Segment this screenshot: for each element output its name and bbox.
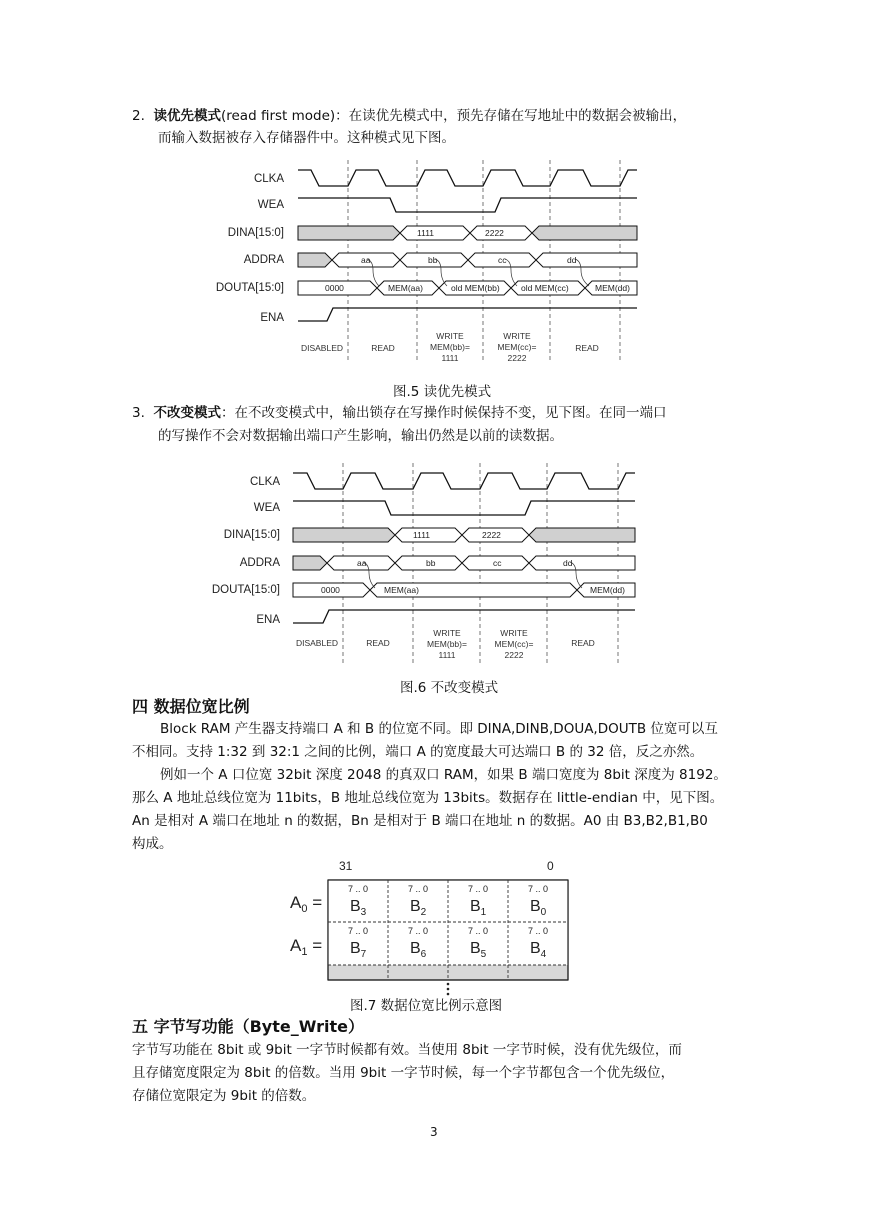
para5-line: 且存储宽度限定为 8bit 的倍数。当用 9bit 一字节时候，每一个字节都包含一个优先级位， — [132, 1065, 675, 1081]
heading-byte-write: 五 字节写功能（Byte_Write） — [132, 1017, 364, 1036]
para4-line: 那么 A 地址总线位宽为 11bits，B 地址总线位宽为 13bits。数据存在 little-endian 中，见下图。 — [132, 790, 724, 806]
addra-value: aa — [357, 558, 367, 568]
douta-value: 0000 — [325, 283, 344, 293]
byte-label: $B_3$ — [350, 898, 367, 918]
section2-line1 — [132, 106, 686, 126]
dina-bus — [293, 528, 635, 542]
signal-label-ena: ENA — [260, 312, 284, 324]
bit-range-label: 7 .. 0 — [527, 926, 549, 936]
signal-label-wea: WEA — [257, 199, 284, 211]
dina-value: 2222 — [485, 228, 504, 238]
bit-range-label: 7 .. 0 — [407, 926, 429, 936]
signal-label-clka: CLKA — [249, 476, 280, 488]
signal-label-dina: DINA[15:0] — [227, 227, 284, 239]
byte-label: $B_5$ — [470, 940, 487, 960]
phase-write: MEM(bb)= — [430, 342, 470, 352]
wea-waveform — [298, 198, 637, 212]
msb-label: 31 — [339, 859, 353, 873]
figure6-caption: 图.6 不改变模式 — [400, 680, 499, 696]
addra-value: cc — [498, 255, 507, 265]
douta-value: 0000 — [321, 585, 340, 595]
section2-term: 读优先模式 — [153, 108, 221, 124]
signal-label-dina: DINA[15:0] — [223, 529, 280, 541]
douta-value: MEM(dd) — [595, 283, 630, 293]
addra-bus — [298, 253, 637, 267]
signal-label-clka: CLKA — [253, 173, 284, 185]
para4-line: 例如一个 A 口位宽 32bit 深度 2048 的真双口 RAM，如果 B 端口宽度为 8bit 深度为 8192。 — [160, 767, 727, 783]
section2-line1-rest: (read first mode)：在读优先模式中，预先存储在写地址中的数据会被输出， — [220, 108, 687, 124]
phase-write: WRITE — [436, 331, 464, 341]
phase-write: 2222 — [507, 353, 527, 363]
phase-write: MEM(bb)= — [427, 639, 467, 649]
wea-waveform — [293, 501, 635, 515]
signal-label-addra: ADDRA — [243, 254, 284, 266]
para4-line: 构成。 — [132, 836, 173, 852]
dina-value: 1111 — [413, 530, 431, 540]
section3-line1-rest: ：在不改变模式中，输出锁存在写操作时候保持不变，见下图。在同一端口 — [220, 405, 667, 421]
bit-range-label: 7 .. 0 — [467, 926, 489, 936]
addra-value: dd — [563, 558, 573, 568]
addra-value: aa — [361, 255, 371, 265]
phase-disabled: DISABLED — [295, 638, 339, 648]
phase-read: READ — [575, 343, 599, 353]
phase-write: 1111 — [441, 353, 459, 363]
para5-line: 存储位宽限定为 9bit 的倍数。 — [132, 1088, 316, 1104]
phase-read: READ — [571, 638, 595, 648]
byte-label: $B_0$ — [530, 898, 547, 918]
row-label-a0: $A_0$ = — [290, 893, 323, 915]
para4-line: Block RAM 产生器支持端口 A 和 B 的位宽不同。即 DINA,DINB,DOUA,DOUTB 位宽可以互 — [160, 721, 718, 737]
phase-write: MEM(cc)= — [497, 342, 537, 352]
figure7-caption: 图.7 数据位宽比例示意图 — [350, 998, 503, 1014]
timing-diagram-no-change — [195, 461, 645, 669]
para4-line: An 是相对 A 端口在地址 n 的数据，Bn 是相对于 B 端口在地址 n 的数据。A0 由 B3,B2,B1,B0 — [132, 813, 708, 829]
phase-write: WRITE — [433, 628, 461, 638]
section2-line2: 而输入数据被存入存储器件中。这种模式见下图。 — [158, 130, 455, 146]
bit-range-label: 7 .. 0 — [467, 884, 489, 894]
phase-disabled: DISABLED — [300, 343, 344, 353]
signal-label-ena: ENA — [256, 614, 280, 626]
byte-label: $B_1$ — [470, 898, 487, 918]
byte-label: $B_7$ — [350, 940, 367, 960]
addra-value: cc — [493, 558, 502, 568]
douta-bus — [293, 583, 635, 597]
para5-line: 字节写功能在 8bit 或 9bit 一字节时候都有效。当使用 8bit 一字节时候，没有优先级位，而 — [132, 1042, 682, 1058]
section3-term: 不改变模式 — [153, 405, 221, 421]
figure5-caption: 图.5 读优先模式 — [393, 384, 492, 400]
douta-value: MEM(aa) — [384, 585, 419, 595]
signal-label-douta: DOUTA[15:0] — [215, 282, 284, 294]
section3-number: 3. — [132, 405, 145, 421]
douta-value: old MEM(bb) — [451, 283, 500, 293]
heading-data-width-ratio: 四 数据位宽比例 — [132, 697, 250, 716]
signal-label-douta: DOUTA[15:0] — [211, 584, 280, 596]
byte-label: $B_2$ — [410, 898, 427, 918]
para4-line: 不相同。支持 1:32 到 32:1 之间的比例，端口 A 的宽度最大可达端口 B 的 32 倍，反之亦然。 — [132, 744, 704, 760]
addra-value: bb — [428, 255, 438, 265]
bit-range-label: 7 .. 0 — [407, 884, 429, 894]
signal-label-addra: ADDRA — [239, 557, 280, 569]
row-label-a1: $A_1$ = — [290, 936, 323, 958]
phase-write: WRITE — [503, 331, 531, 341]
bit-range-label: 7 .. 0 — [527, 884, 549, 894]
bit-range-label: 7 .. 0 — [347, 884, 369, 894]
phase-write: 1111 — [438, 650, 456, 660]
addra-value: dd — [567, 255, 577, 265]
byte-label: $B_6$ — [410, 940, 427, 960]
phase-write: MEM(cc)= — [494, 639, 534, 649]
douta-value: old MEM(cc) — [521, 283, 569, 293]
dina-value: 1111 — [417, 228, 435, 238]
byte-label: $B_4$ — [530, 940, 547, 960]
page-number: 3 — [430, 1125, 438, 1139]
bit-range-label: 7 .. 0 — [347, 926, 369, 936]
signal-label-wea: WEA — [253, 502, 280, 514]
lsb-label: 0 — [547, 859, 554, 873]
section2-number: 2. — [132, 108, 145, 124]
width-ratio-diagram — [285, 856, 575, 996]
phase-read: READ — [366, 638, 390, 648]
clka-waveform — [293, 473, 635, 489]
phase-read: READ — [371, 343, 395, 353]
ena-waveform — [293, 610, 635, 623]
section3-line1 — [132, 403, 666, 423]
phase-write: WRITE — [500, 628, 528, 638]
dina-value: 2222 — [482, 530, 501, 540]
phase-write: 2222 — [504, 650, 524, 660]
dina-bus — [298, 226, 637, 240]
addra-bus — [293, 556, 635, 570]
timing-diagram-read-first — [195, 158, 645, 368]
section3-line2: 的写操作不会对数据输出端口产生影响，输出仍然是以前的读数据。 — [158, 428, 563, 444]
clka-waveform — [298, 170, 637, 186]
ena-waveform — [298, 308, 637, 321]
addra-value: bb — [426, 558, 436, 568]
douta-value: MEM(dd) — [590, 585, 625, 595]
douta-value: MEM(aa) — [388, 283, 423, 293]
